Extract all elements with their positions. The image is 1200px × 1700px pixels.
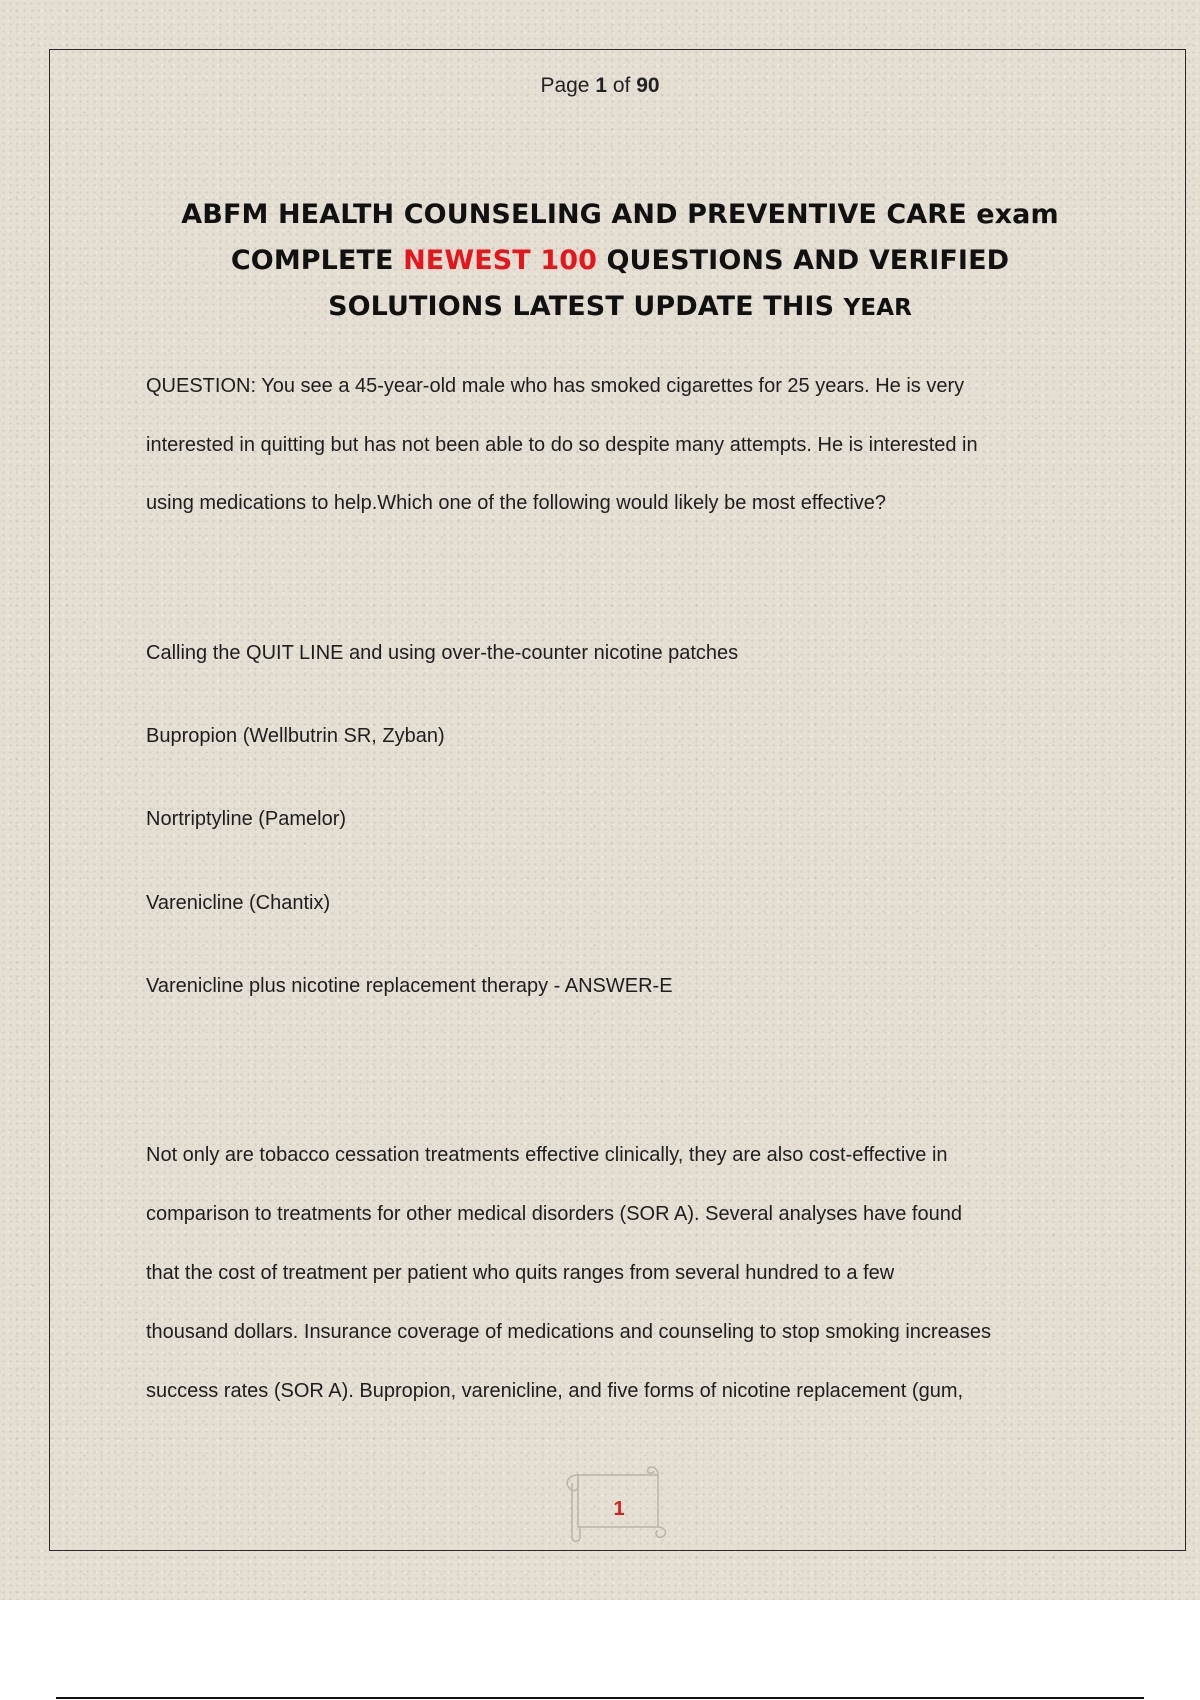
question-line: using medications to help.Which one of the following would likely be most effective? bbox=[146, 492, 887, 514]
document-title bbox=[100, 192, 1140, 331]
explanation-text bbox=[146, 1126, 1106, 1421]
title-highlight: NEWEST 100 bbox=[403, 245, 597, 276]
answer-option-d: Varenicline (Chantix) bbox=[146, 892, 331, 914]
page-current: 1 bbox=[595, 74, 608, 97]
answer-option-a: Calling the QUIT LINE and using over-the-counter nicotine patches bbox=[146, 642, 739, 664]
title-line-3-start: SOLUTIONS LATEST UPDATE THIS bbox=[328, 291, 844, 322]
question-text bbox=[146, 357, 1106, 533]
footer-divider bbox=[56, 1697, 1144, 1699]
question-line: QUESTION: You see a 45-year-old male who has smoked cigarettes for 25 years. He is very bbox=[146, 375, 965, 397]
question-line: interested in quitting but has not been able to do so despite many attempts. He is interested in bbox=[146, 433, 978, 456]
page-prefix: Page bbox=[540, 74, 596, 97]
page-of: of bbox=[607, 74, 637, 97]
explanation-line: success rates (SOR A). Bupropion, varenicline, and five forms of nicotine replacement (gum, bbox=[146, 1380, 964, 1402]
explanation-line: thousand dollars. Insurance coverage of medications and counseling to stop smoking increases bbox=[146, 1321, 991, 1343]
title-line-1: ABFM HEALTH COUNSELING AND PREVENTIVE CARE exam bbox=[181, 199, 1059, 230]
page-number: 1 bbox=[613, 1498, 625, 1520]
answer-option-b: Bupropion (Wellbutrin SR, Zyban) bbox=[146, 725, 445, 747]
title-line-3 bbox=[100, 284, 1140, 331]
explanation-line: Not only are tobacco cessation treatments effective clinically, they are also cost-effective in bbox=[146, 1144, 948, 1166]
answer-option-c: Nortriptyline (Pamelor) bbox=[146, 808, 347, 830]
page-header bbox=[0, 74, 1200, 98]
answer-option-e: Varenicline plus nicotine replacement therapy - ANSWER-E bbox=[146, 975, 673, 997]
title-line-2 bbox=[100, 238, 1140, 284]
title-line-2-end: QUESTIONS AND VERIFIED bbox=[596, 245, 1010, 276]
page-total: 90 bbox=[636, 74, 660, 97]
explanation-line: that the cost of treatment per patient who quits ranges from several hundred to a few bbox=[146, 1262, 895, 1284]
title-line-2-start: COMPLETE bbox=[230, 245, 404, 276]
explanation-line: comparison to treatments for other medical disorders (SOR A). Several analyses have found bbox=[146, 1203, 962, 1225]
title-line-3-end: YEAR bbox=[843, 295, 912, 321]
